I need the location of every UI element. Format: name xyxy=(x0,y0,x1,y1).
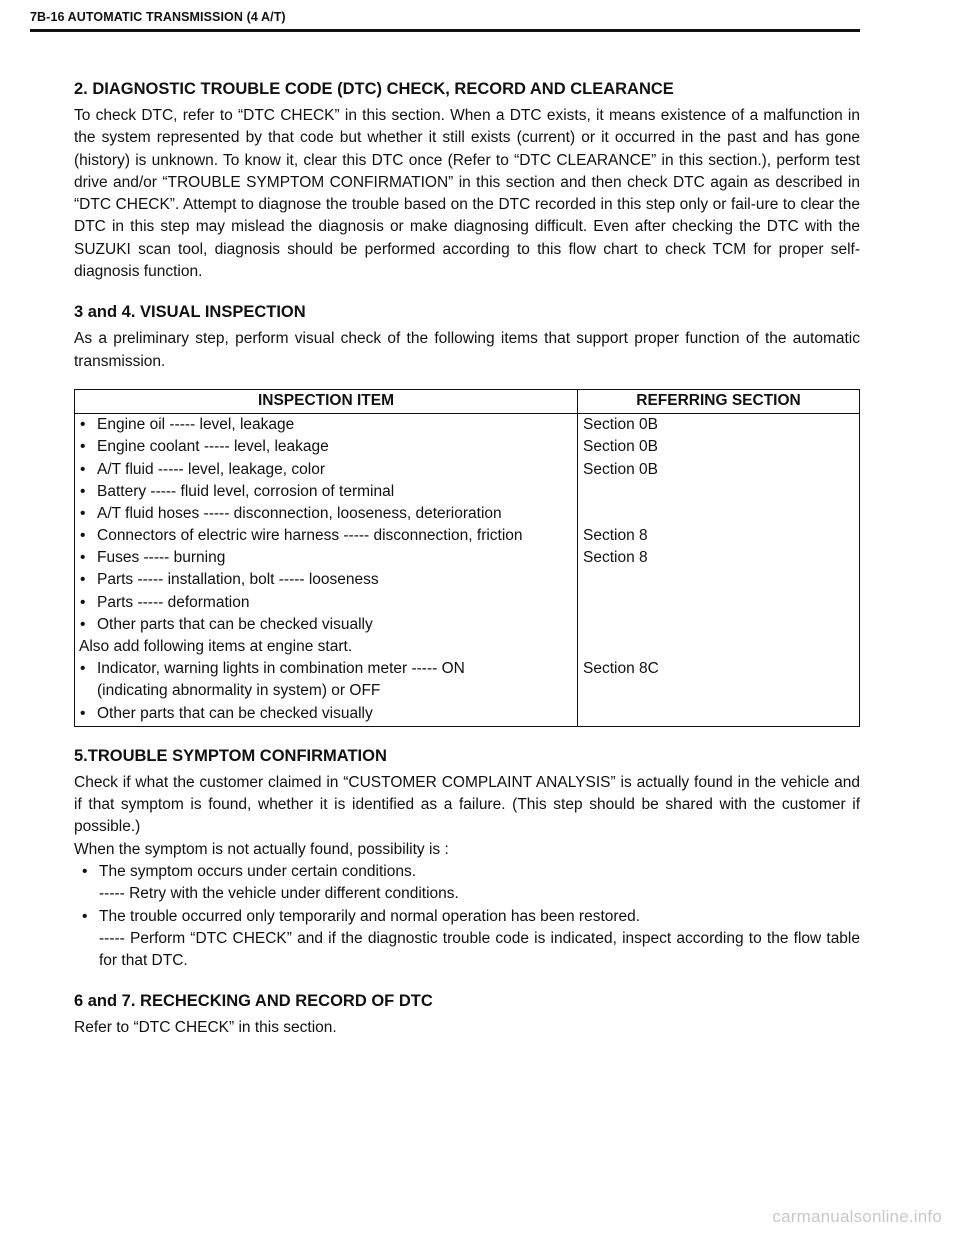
referring-section xyxy=(583,503,859,525)
inspection-item: • Engine coolant ----- level, leakage xyxy=(79,436,577,458)
inspection-item: • Other parts that can be checked visually xyxy=(79,614,577,636)
col-header-item: INSPECTION ITEM xyxy=(75,389,578,413)
list-item: • The symptom occurs under certain conditions. xyxy=(74,861,860,883)
inspection-item: • Engine oil ----- level, leakage xyxy=(79,414,577,436)
referring-section: Section 8 xyxy=(583,527,648,545)
inspection-item: • Parts ----- deformation xyxy=(79,592,577,614)
bullet-icon: • xyxy=(80,438,86,456)
inspection-item: • A/T fluid hoses ----- disconnection, looseness, deterioration xyxy=(79,503,577,525)
list-item-detail: ----- Perform “DTC CHECK” and if the diagnostic trouble code is indicated, inspect according to the flow table for that DTC. xyxy=(99,929,860,970)
table-body-row xyxy=(75,414,860,727)
bullet-icon: • xyxy=(80,549,86,567)
referring-section xyxy=(583,569,859,591)
bullet-icon: • xyxy=(80,593,86,611)
referring-section-cell xyxy=(578,414,860,727)
bullet-icon: • xyxy=(80,571,86,589)
section-visual-body: As a preliminary step, perform visual check of the following items that support proper function of the automatic transmission. xyxy=(74,330,860,370)
referring-section xyxy=(583,592,859,614)
referring-section xyxy=(583,481,859,503)
section-dtc-body: To check DTC, refer to “DTC CHECK” in this section. When a DTC exists, it means existence of a malfunction in the system represented by that code but whether it still exists (current) or it occurred in the past and has gone (history) is unknown. To know it, clear this DTC once (Refer to “DTC CLEARANCE” in this section.), perform test drive and/or “TROUBLE SYMPTOM CONFIRMATION” in this section and then check DTC again as described in “DTC CHECK”. Attempt to diagnose the trouble based on the DTC recorded in this step only or fail-ure to clear the DTC in this step may mislead the diagnosis or make diagnosing difficult. Even after checking the DTC with the SUZUKI scan tool, diagnosis should be performed according to this flow chart to check TCM for proper self-diagnosis function. xyxy=(74,107,860,281)
referring-section-blank xyxy=(583,636,859,658)
inspection-item: • Parts ----- installation, bolt ----- looseness xyxy=(79,569,577,591)
referring-section-blank xyxy=(583,680,859,702)
col-header-ref: REFERRING SECTION xyxy=(578,389,860,413)
list-item: • The trouble occurred only temporarily and normal operation has been restored. xyxy=(74,906,860,928)
referring-section: Section 0B xyxy=(583,438,658,456)
section-symptom-body: Check if what the customer claimed in “CUSTOMER COMPLAINT ANALYSIS” is actually found in the vehicle and if that symptom is found, whether it is identified as a failure. (This step should be shared with the customer if possible.) xyxy=(74,773,860,836)
inspection-item: • A/T fluid ----- level, leakage, color xyxy=(79,459,577,481)
inspection-item: • Other parts that can be checked visually xyxy=(79,703,577,725)
possibility-list xyxy=(74,861,860,972)
bullet-icon: • xyxy=(80,504,86,522)
engine-start-note: Also add following items at engine start. xyxy=(79,638,353,656)
inspection-item: • Battery ----- fluid level, corrosion of terminal xyxy=(79,481,577,503)
bullet-icon: • xyxy=(80,416,86,434)
section-recheck-heading: 6 and 7. RECHECKING AND RECORD OF DTC xyxy=(74,992,433,1011)
page-header: 7B-16 AUTOMATIC TRANSMISSION (4 A/T) xyxy=(30,10,286,24)
referring-section: Section 0B xyxy=(583,460,658,478)
inspection-item: • Fuses ----- burning xyxy=(79,547,577,569)
bullet-icon: • xyxy=(80,482,86,500)
inspection-items-cell xyxy=(75,414,578,727)
page-content xyxy=(74,78,860,1058)
bullet-icon: • xyxy=(82,907,88,925)
bullet-icon: • xyxy=(80,615,86,633)
referring-section xyxy=(583,614,859,636)
bullet-icon: • xyxy=(80,704,86,722)
section-symptom-body2: When the symptom is not actually found, possibility is : xyxy=(74,840,449,858)
inspection-item: • Connectors of electric wire harness ----- disconnection, friction xyxy=(79,525,577,547)
section-visual-heading: 3 and 4. VISUAL INSPECTION xyxy=(74,303,306,322)
inspection-item: • Indicator, warning lights in combination meter ----- ON xyxy=(79,658,577,680)
bullet-icon: • xyxy=(80,460,86,478)
section-symptom xyxy=(74,745,860,973)
section-symptom-heading: 5.TROUBLE SYMPTOM CONFIRMATION xyxy=(74,746,387,765)
referring-section xyxy=(583,703,859,725)
table-header-row xyxy=(75,389,860,413)
watermark: carmanualsonline.info xyxy=(772,1207,942,1226)
referring-section: Section 8 xyxy=(583,549,648,567)
bullet-icon: • xyxy=(80,527,86,545)
inspection-table xyxy=(74,389,860,727)
inspection-item-continuation: (indicating abnormality in system) or OFF xyxy=(97,682,381,700)
list-item-detail: ----- Retry with the vehicle under different conditions. xyxy=(99,885,459,903)
section-recheck xyxy=(74,990,860,1039)
section-dtc-heading: 2. DIAGNOSTIC TROUBLE CODE (DTC) CHECK, RECORD AND CLEARANCE xyxy=(74,80,674,98)
section-visual xyxy=(74,301,860,726)
bullet-icon: • xyxy=(82,862,88,880)
header-rule xyxy=(30,29,860,32)
referring-section: Section 0B xyxy=(583,416,658,434)
section-recheck-body: Refer to “DTC CHECK” in this section. xyxy=(74,1019,337,1037)
referring-section: Section 8C xyxy=(583,660,659,678)
section-dtc xyxy=(74,78,860,283)
bullet-icon: • xyxy=(80,660,86,678)
